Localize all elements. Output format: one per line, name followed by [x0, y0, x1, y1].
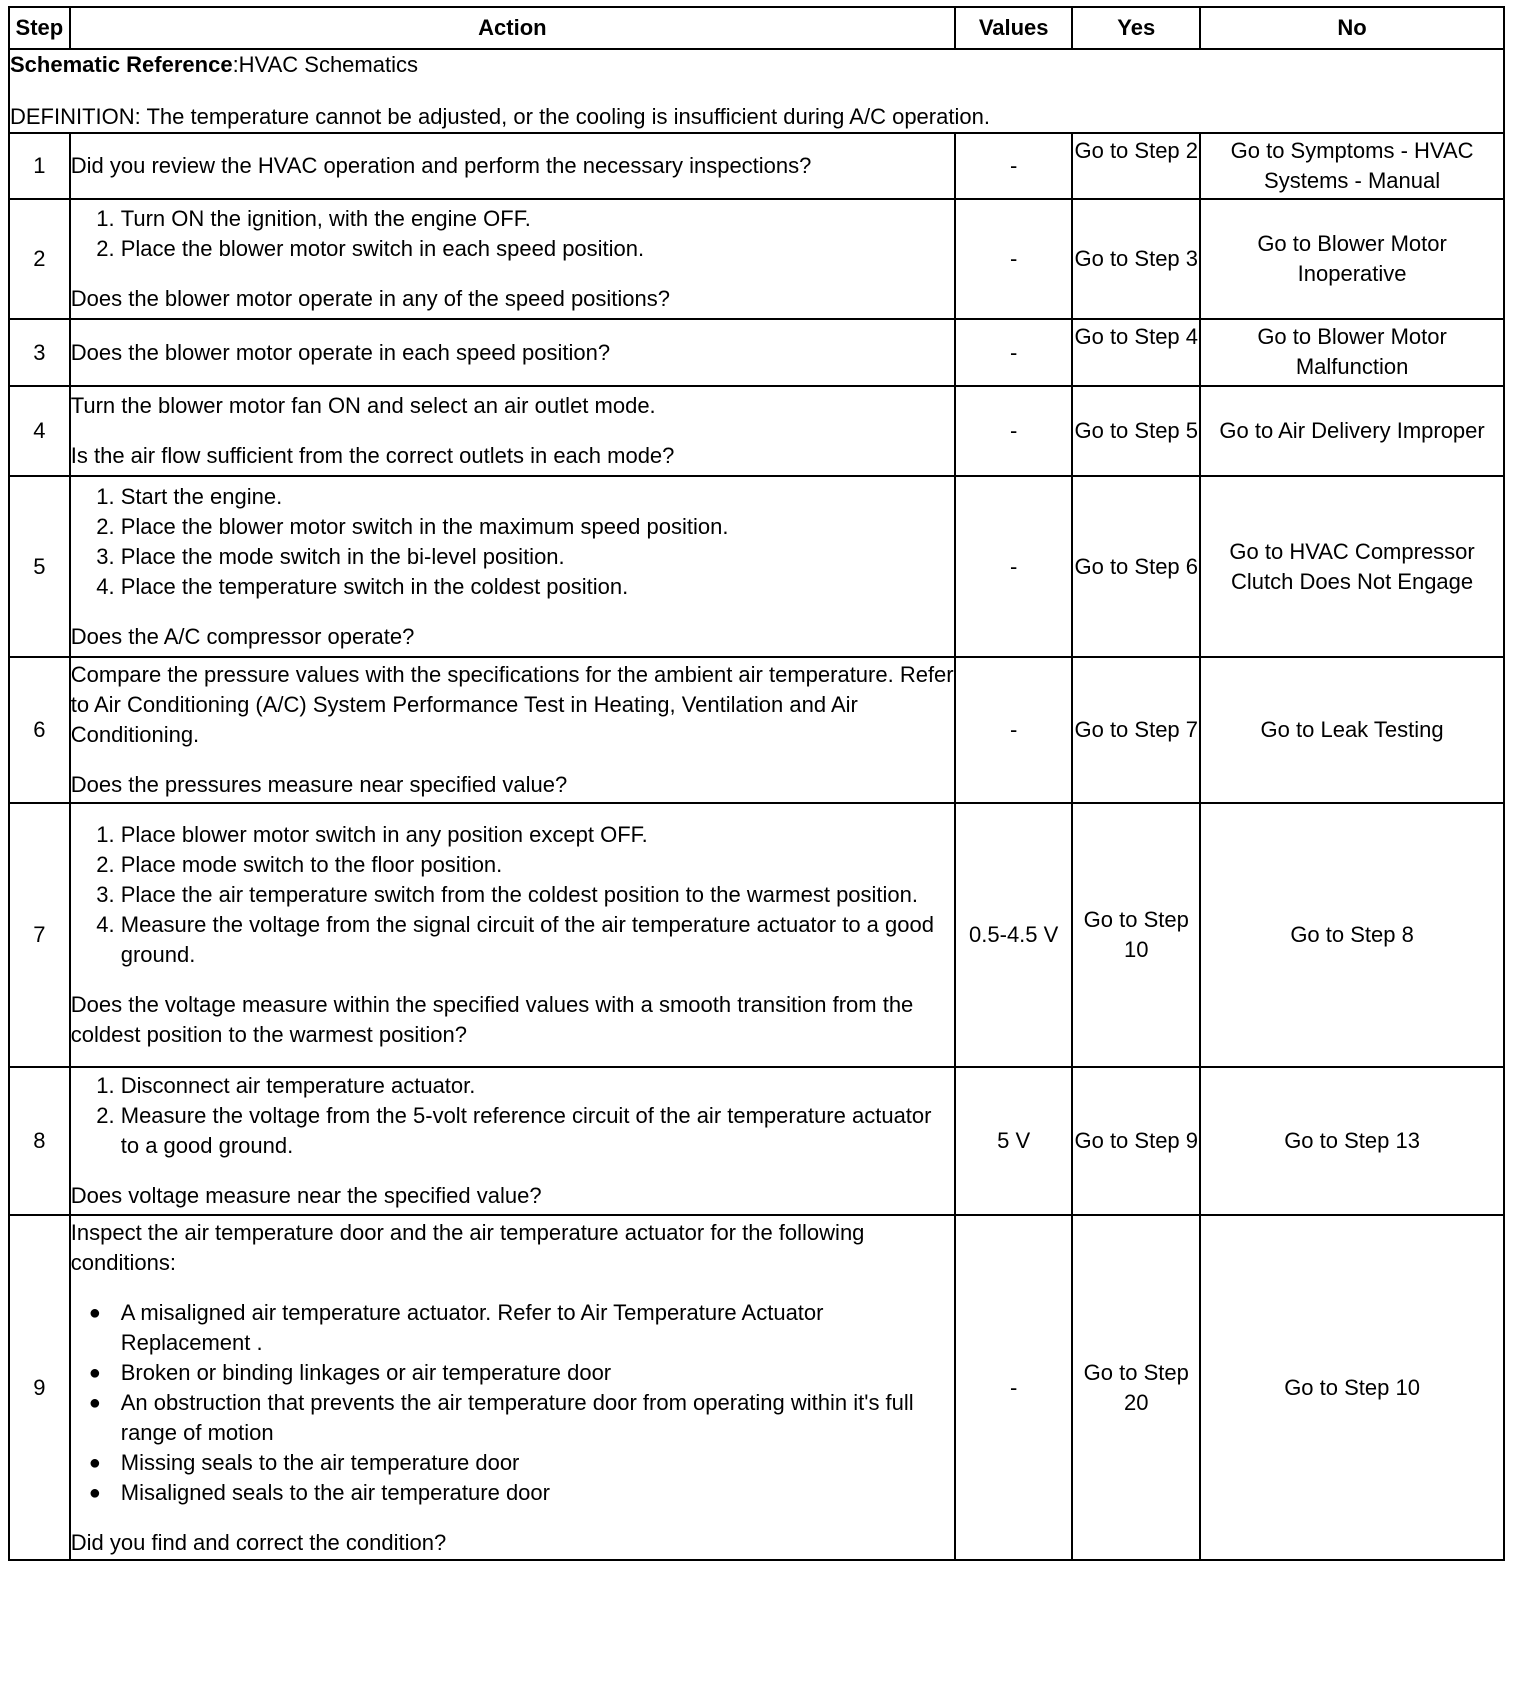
values-cell: 5 V	[955, 1067, 1072, 1215]
step-number: 8	[9, 1067, 70, 1215]
header-action: Action	[70, 7, 955, 49]
schematic-cell	[9, 49, 1504, 133]
table-row	[9, 133, 1504, 199]
action-steps-list	[71, 204, 954, 264]
values-cell: -	[955, 476, 1072, 657]
action-step-item: 1. Place blower motor switch in any position except OFF.	[121, 820, 954, 850]
yes-link[interactable]: Go to Step 5	[1072, 386, 1200, 476]
step-number: 7	[9, 803, 70, 1067]
yes-link[interactable]: Go to Step 2	[1072, 133, 1200, 199]
values-cell: -	[955, 133, 1072, 199]
step-number: 5	[9, 476, 70, 657]
action-step-item: 4. Measure the voltage from the signal circuit of the air temperature actuator to a good ground.	[121, 910, 954, 970]
condition-item: ● An obstruction that prevents the air temperature door from operating within it's full range of motion	[89, 1388, 954, 1448]
action-step-item: 1. Disconnect air temperature actuator.	[121, 1071, 954, 1101]
step-number: 2	[9, 199, 70, 319]
values-cell: -	[955, 319, 1072, 386]
condition-item: ● Misaligned seals to the air temperature door	[89, 1478, 954, 1508]
yes-link[interactable]: Go to Step 7	[1072, 657, 1200, 803]
step-number: 1	[9, 133, 70, 199]
step-number: 9	[9, 1215, 70, 1560]
no-link[interactable]: Go to Step 10	[1200, 1215, 1504, 1560]
header-no: No	[1200, 7, 1504, 49]
action-question: Does voltage measure near the specified value?	[70, 1183, 542, 1208]
action-step-item: 3. Place the mode switch in the bi-level position.	[121, 542, 954, 572]
schematic-label: Schematic Reference	[10, 52, 233, 77]
header-values: Values	[955, 7, 1072, 49]
action-step-item: 2. Place the blower motor switch in each speed position.	[121, 234, 954, 264]
action-cell	[70, 1215, 955, 1560]
action-question: Does the blower motor operate in any of the speed positions?	[70, 286, 671, 311]
no-link[interactable]: Go to Step 13	[1200, 1067, 1504, 1215]
action-intro: Turn the blower motor fan ON and select an air outlet mode.	[70, 393, 656, 418]
condition-item: ● Broken or binding linkages or air temperature door	[89, 1358, 954, 1388]
no-link[interactable]: Go to Blower Motor Malfunction	[1200, 319, 1504, 386]
action-question: Does the A/C compressor operate?	[70, 623, 415, 649]
condition-list	[71, 1298, 954, 1508]
table-row	[9, 1215, 1504, 1560]
action-cell	[70, 1067, 955, 1215]
action-question: Did you find and correct the condition?	[70, 1529, 447, 1555]
action-question: Does the pressures measure near specified value?	[70, 772, 568, 797]
action-question: Did you review the HVAC operation and perform the necessary inspections?	[70, 153, 812, 178]
action-cell	[70, 319, 955, 386]
action-cell	[70, 803, 955, 1067]
no-link[interactable]: Go to Leak Testing	[1200, 657, 1504, 803]
action-question: Is the air flow sufficient from the correct outlets in each mode?	[70, 443, 675, 468]
header-step: Step	[9, 7, 70, 49]
yes-link[interactable]: Go to Step 4	[1072, 319, 1200, 386]
action-steps-list	[71, 482, 954, 602]
action-step-item: 1. Turn ON the ignition, with the engine OFF.	[121, 204, 954, 234]
action-step-item: 3. Place the air temperature switch from the coldest position to the warmest position.	[121, 880, 954, 910]
values-cell: 0.5-4.5 V	[955, 803, 1072, 1067]
action-step-item: 2. Place mode switch to the floor position.	[121, 850, 954, 880]
action-question: Does the blower motor operate in each speed position?	[70, 339, 611, 365]
action-cell	[70, 133, 955, 199]
table-row	[9, 476, 1504, 657]
action-step-item: 4. Place the temperature switch in the coldest position.	[121, 572, 954, 602]
no-link[interactable]: Go to Blower Motor Inoperative	[1200, 199, 1504, 319]
step-number: 4	[9, 386, 70, 476]
values-cell: -	[955, 386, 1072, 476]
table-row	[9, 803, 1504, 1067]
table-row	[9, 199, 1504, 319]
table-row	[9, 319, 1504, 386]
no-link[interactable]: Go to Air Delivery Improper	[1200, 386, 1504, 476]
action-intro: Compare the pressure values with the specifications for the ambient air temperature. Refer to Air Conditioning (A/C) System Performance Test in Heating, Ventilation and Air Conditioning.	[70, 662, 954, 747]
no-link[interactable]: Go to HVAC Compressor Clutch Does Not Engage	[1200, 476, 1504, 657]
yes-link[interactable]: Go to Step 6	[1072, 476, 1200, 657]
action-intro: Inspect the air temperature door and the air temperature actuator for the following conditions:	[70, 1219, 865, 1275]
no-link[interactable]: Go to Step 8	[1200, 803, 1504, 1067]
step-number: 3	[9, 319, 70, 386]
action-step-item: 1. Start the engine.	[121, 482, 954, 512]
yes-link[interactable]: Go to Step 3	[1072, 199, 1200, 319]
yes-link[interactable]: Go to Step 9	[1072, 1067, 1200, 1215]
no-link[interactable]: Go to Symptoms - HVAC Systems - Manual	[1200, 133, 1504, 199]
header-row	[9, 7, 1504, 49]
condition-item: ● Missing seals to the air temperature door	[89, 1448, 954, 1478]
values-cell: -	[955, 1215, 1072, 1560]
values-cell: -	[955, 657, 1072, 803]
action-cell	[70, 476, 955, 657]
diagnostic-table	[8, 6, 1505, 1561]
definition-text: DEFINITION: The temperature cannot be adjusted, or the cooling is insufficient during A/C operation.	[10, 104, 990, 129]
action-cell	[70, 199, 955, 319]
values-cell: -	[955, 199, 1072, 319]
action-cell	[70, 657, 955, 803]
action-step-item: 2. Measure the voltage from the 5-volt reference circuit of the air temperature actuator to a good ground.	[121, 1101, 954, 1161]
diagnostic-table-container	[8, 6, 1505, 1561]
table-row	[9, 1067, 1504, 1215]
yes-link[interactable]: Go to Step 20	[1072, 1215, 1200, 1560]
header-yes: Yes	[1072, 7, 1200, 49]
action-step-item: 2. Place the blower motor switch in the maximum speed position.	[121, 512, 954, 542]
action-question: Does the voltage measure within the specified values with a smooth transition from the coldest position to the warmest position?	[70, 992, 914, 1047]
action-steps-list	[71, 820, 954, 970]
action-cell	[70, 386, 955, 476]
table-row	[9, 657, 1504, 803]
table-row	[9, 386, 1504, 476]
yes-link[interactable]: Go to Step 10	[1072, 803, 1200, 1067]
condition-item: ● A misaligned air temperature actuator. Refer to Air Temperature Actuator Replacement .	[89, 1298, 954, 1358]
schematic-row	[9, 49, 1504, 133]
action-steps-list	[71, 1071, 954, 1161]
step-number: 6	[9, 657, 70, 803]
schematic-link[interactable]: :HVAC Schematics	[232, 52, 418, 77]
